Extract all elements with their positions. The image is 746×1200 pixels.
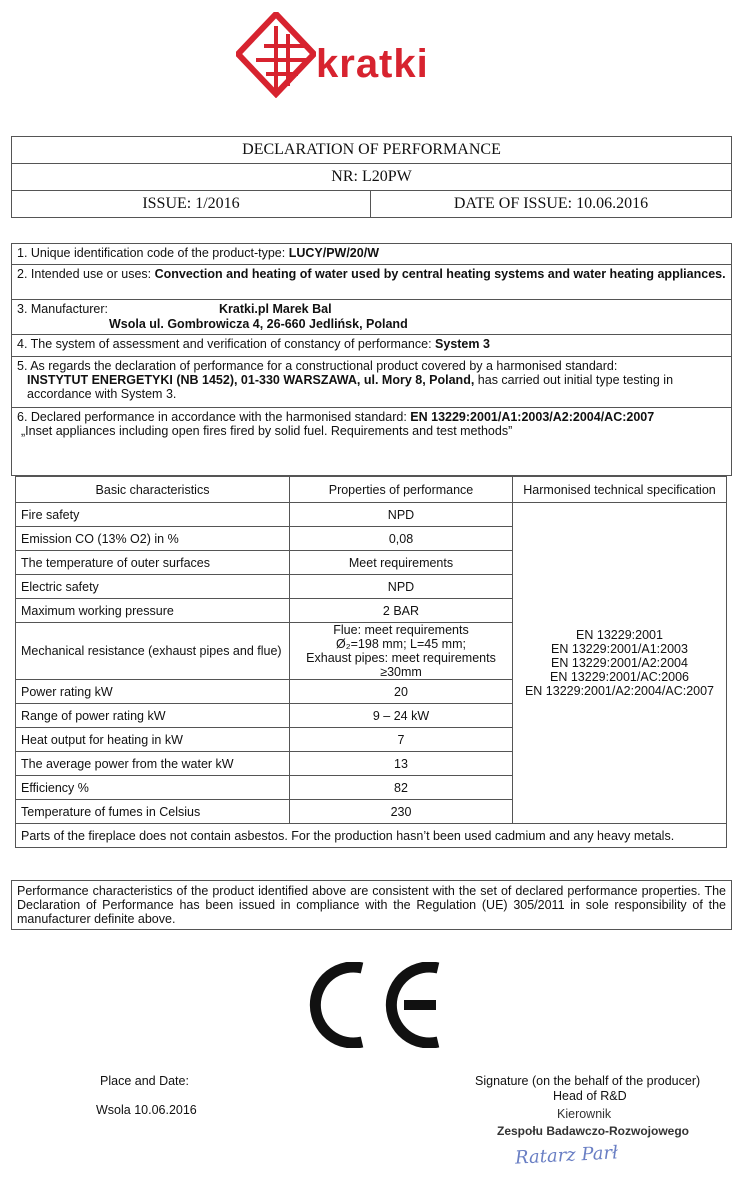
performance-cell: 20 [290, 680, 513, 704]
stamp-department: Zespołu Badawczo-Rozwojowego [497, 1124, 690, 1138]
performance-cell: 2 BAR [290, 599, 513, 623]
section-2 [12, 265, 731, 300]
conformity-statement: Performance characteristics of the product identified above are consistent with the set of declared performance properties. The Declaration of Performance has been issued in compliance with the Regulation (UE) 305/2011 in sole responsibility of the manufacturer definite above. [11, 880, 732, 930]
document-number: NR: L20PW [12, 164, 732, 191]
brand-name: kratki [316, 42, 429, 86]
date-of-issue: DATE OF ISSUE: 10.06.2016 [371, 191, 732, 218]
harmonised-standard: EN 13229:2001/A1:2003/A2:2004/AC:2007 [410, 410, 655, 424]
intended-use: Convection and heating of water used by central heating systems and water heating appliances. [154, 267, 726, 281]
harmonised-specification-cell: EN 13229:2001 EN 13229:2001/A1:2003 EN 13229:2001/A2:2004 EN 13229:2001/AC:2006 EN 13229:2001/A2:2004/AC:2007 [513, 503, 727, 824]
assessment-system: System 3 [435, 337, 490, 351]
performance-cell: Flue: meet requirements Ø₂=198 mm; L=45 mm; Exhaust pipes: meet requirements ≥30mm [290, 623, 513, 680]
characteristic-cell: Efficiency % [16, 776, 290, 800]
table-header-row [16, 477, 727, 503]
characteristic-cell: The average power from the water kW [16, 752, 290, 776]
performance-cell: Meet requirements [290, 551, 513, 575]
product-code: LUCY/PW/20/W [288, 246, 379, 260]
section-5-intro: 5. As regards the declaration of performance for a constructional product covered by a harmonised standard: [17, 359, 618, 373]
place-date-label: Place and Date: [100, 1074, 189, 1088]
standard-description: „Inset appliances including open fires fired by solid fuel. Requirements and test methods” [21, 424, 513, 438]
place-date-value: Wsola 10.06.2016 [96, 1103, 197, 1117]
characteristic-cell: Emission CO (13% O2) in % [16, 527, 290, 551]
section-1 [12, 244, 731, 265]
document-title: DECLARATION OF PERFORMANCE [12, 137, 732, 164]
section-4 [12, 335, 731, 357]
characteristic-cell: Range of power rating kW [16, 704, 290, 728]
performance-cell: 82 [290, 776, 513, 800]
section-5 [12, 357, 731, 408]
characteristic-cell: Heat output for heating in kW [16, 728, 290, 752]
kratki-logo [236, 12, 496, 98]
issue-number: ISSUE: 1/2016 [12, 191, 371, 218]
performance-cell: 0,08 [290, 527, 513, 551]
section-3 [12, 300, 731, 335]
logo-grid-icon [236, 12, 316, 98]
performance-cell: NPD [290, 503, 513, 527]
characteristic-cell: Mechanical resistance (exhaust pipes and flue) [16, 623, 290, 680]
section-5-rest: has carried out initial type testing in accordance with System 3. [27, 373, 674, 401]
characteristic-cell: Maximum working pressure [16, 599, 290, 623]
asbestos-note: Parts of the fireplace does not contain asbestos. For the production hasn’t been used cadmium and any heavy metals. [16, 824, 727, 848]
table-row [16, 503, 727, 527]
performance-cell: NPD [290, 575, 513, 599]
signature-role: Head of R&D [553, 1089, 627, 1103]
section-6 [12, 408, 731, 452]
performance-cell: 9 – 24 kW [290, 704, 513, 728]
section-4-label: 4. The system of assessment and verification of constancy of performance: [17, 337, 436, 351]
handwritten-signature: Ratarz Parł [514, 1142, 619, 1169]
stamp-title: Kierownik [557, 1107, 612, 1121]
characteristic-cell: The temperature of outer surfaces [16, 551, 290, 575]
performance-cell: 230 [290, 800, 513, 824]
section-6-label: 6. Declared performance in accordance with the harmonised standard: [17, 410, 411, 424]
characteristic-cell: Temperature of fumes in Celsius [16, 800, 290, 824]
ce-mark-icon [298, 962, 446, 1048]
characteristic-cell: Fire safety [16, 503, 290, 527]
performance-table [15, 476, 727, 848]
declaration-sections [11, 243, 732, 476]
col-header-characteristics: Basic characteristics [16, 477, 290, 503]
manufacturer-address: Wsola ul. Gombrowicza 4, 26-660 Jedlińsk, Poland [109, 317, 408, 331]
notified-body: INSTYTUT ENERGETYKI (NB 1452), 01-330 WARSZAWA, ul. Mory 8, Poland, [27, 373, 475, 387]
table-note-row [16, 824, 727, 848]
manufacturer-name: Kratki.pl Marek Bal [219, 302, 332, 316]
characteristic-cell: Electric safety [16, 575, 290, 599]
section-1-label: 1. Unique identification code of the product-type: [17, 246, 289, 260]
characteristic-cell: Power rating kW [16, 680, 290, 704]
col-header-performance: Properties of performance [290, 477, 513, 503]
signature-label: Signature (on the behalf of the producer) [475, 1074, 701, 1088]
performance-cell: 13 [290, 752, 513, 776]
section-3-label: 3. Manufacturer: [17, 302, 109, 316]
col-header-specification: Harmonised technical specification [513, 477, 727, 503]
section-2-label: 2. Intended use or uses: [17, 267, 155, 281]
declaration-header [11, 136, 732, 218]
performance-cell: 7 [290, 728, 513, 752]
